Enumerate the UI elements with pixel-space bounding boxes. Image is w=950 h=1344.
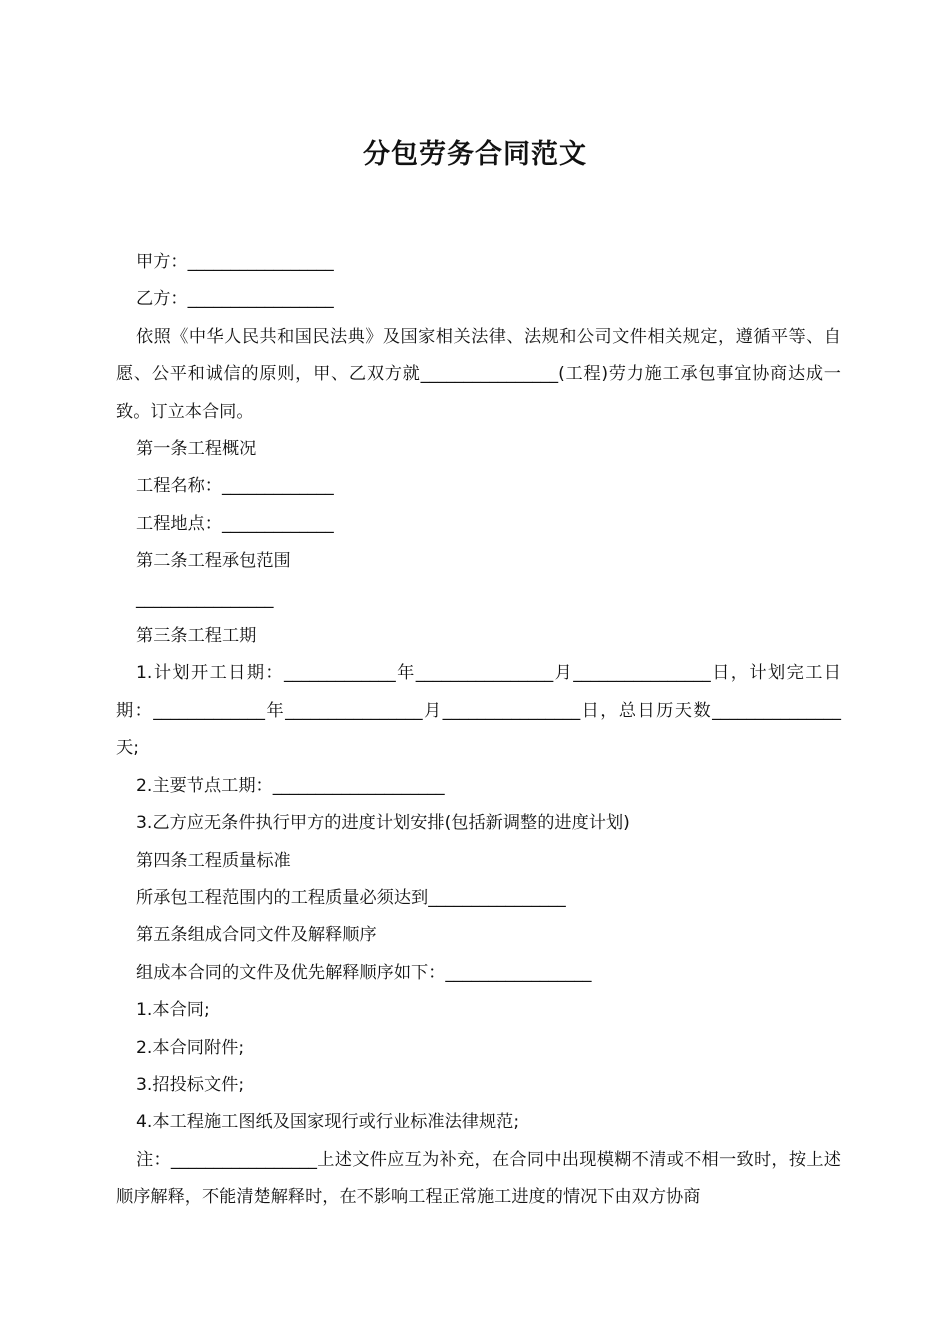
quality-standard-line: 所承包工程范围内的工程质量必须达到________________ — [136, 887, 566, 908]
project-name-line: 工程名称：_____________ — [136, 476, 334, 497]
article-2-heading: 第二条工程承包范围 — [136, 551, 291, 572]
article-3-heading: 第三条工程工期 — [136, 626, 257, 647]
document-order-line: 组成本合同的文件及优先解释顺序如下：_________________ — [136, 962, 592, 983]
schedule-dates-paragraph: 1.计划开工日期：_____________年________________月________________日，计划完工日期：_____________年________________月________________日，总日历天数_______________天; — [116, 663, 841, 759]
preamble-paragraph: 依照《中华人民共和国民法典》及国家相关法律、法规和公司文件相关规定，遵循平等、自愿、公平和诚信的原则，甲、乙双方就________________(工程)劳力施工承包事宜协商达成一致。订立本合同。 — [116, 326, 841, 422]
milestone-line: 2.主要节点工期：____________________ — [136, 775, 445, 796]
article-5-heading: 第五条组成合同文件及解释顺序 — [136, 925, 377, 946]
party-a-line: 甲方：_________________ — [136, 252, 334, 272]
schedule-compliance-line: 3.乙方应无条件执行甲方的进度计划安排(包括新调整的进度计划) — [136, 813, 630, 834]
list-item: 2.本合同附件; — [136, 1037, 245, 1058]
article-1-heading: 第一条工程概况 — [136, 439, 257, 460]
list-item: 1.本合同; — [136, 1000, 210, 1021]
party-b-line: 乙方：_________________ — [136, 289, 334, 310]
project-location-line: 工程地点：_____________ — [136, 513, 334, 534]
list-item: 4.本工程施工图纸及国家现行或行业标准法律规范; — [136, 1112, 520, 1133]
list-item: 3.招投标文件; — [136, 1074, 245, 1095]
scope-blank-line: ________________ — [136, 588, 274, 609]
article-4-heading: 第四条工程质量标准 — [136, 850, 291, 871]
document-title: 分包劳务合同范文 — [363, 139, 587, 170]
note-paragraph: 注：_________________上述文件应互为补充，在合同中出现模糊不清或不相一致时，按上述顺序解释，不能清楚解释时，在不影响工程正常施工进度的情况下由双方协商 — [116, 1149, 841, 1208]
document-body — [116, 244, 841, 1217]
